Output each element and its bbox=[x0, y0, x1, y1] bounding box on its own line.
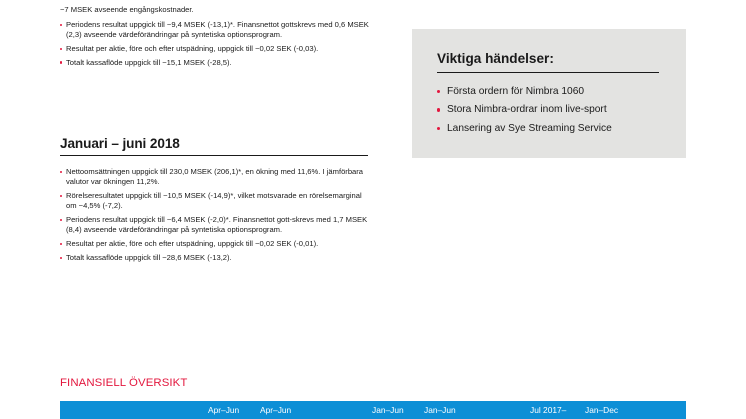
financial-overview-title: FINANSIELL ÖVERSIKT bbox=[60, 377, 188, 389]
column-header: Jan–Dec bbox=[585, 405, 619, 415]
list-item: Resultat per aktie, före och efter utspädning, uppgick till −0,02 SEK (-0,03). bbox=[60, 44, 372, 54]
list-item: Rörelseresultatet uppgick till −10,5 MSEK (-14,9)*, vilket motsvarade en rörelsemarginal om −4,5% (-7,2). bbox=[60, 191, 372, 212]
continued-bullet-text: −7 MSEK avseende engångskostnader. bbox=[60, 5, 194, 14]
list-item: Resultat per aktie, före och efter utspädning, uppgick till −0,02 SEK (-0,01). bbox=[60, 239, 372, 249]
key-events-box bbox=[412, 29, 686, 158]
column-header: Apr–Jun bbox=[208, 405, 240, 415]
q2-bullet-list bbox=[60, 20, 372, 72]
column-header: Apr–Jun bbox=[260, 405, 292, 415]
list-item: Totalt kassaflöde uppgick till −15,1 MSEK (-28,5). bbox=[60, 58, 372, 68]
list-item: Lansering av Sye Streaming Service bbox=[437, 122, 677, 135]
list-item: Stora Nimbra-ordrar inom live-sport bbox=[437, 103, 677, 116]
key-events-list bbox=[437, 85, 677, 140]
list-item: Nettoomsättningen uppgick till 230,0 MSEK (206,1)*, en ökning med 11,6%. I jämförbara valutor var ökningen 11,2%. bbox=[60, 167, 372, 188]
list-item: Periodens resultat uppgick till −9,4 MSEK (-13,1)*. Finansnettot gottskrevs med 0,6 MSEK (2,3) avseende värdeförändringar på syntetiska optionsprogram. bbox=[60, 20, 372, 41]
h1-bullet-list bbox=[60, 167, 372, 267]
column-header: Jan–Jun bbox=[372, 405, 404, 415]
column-header: Jan–Jun bbox=[424, 405, 456, 415]
list-item: Totalt kassaflöde uppgick till −28,6 MSEK (-13,2). bbox=[60, 253, 372, 263]
key-events-title: Viktiga händelser: bbox=[437, 51, 659, 73]
table-header-row bbox=[60, 401, 686, 419]
column-header: Jul 2017– bbox=[530, 405, 567, 415]
list-item: Första ordern för Nimbra 1060 bbox=[437, 85, 677, 98]
list-item: Periodens resultat uppgick till −6,4 MSEK (-2,0)*. Finansnettot gott-skrevs med 1,7 MSEK (8,4) avseende värdeförändringar på syntetiska optionsprogram. bbox=[60, 215, 372, 236]
section-heading: Januari – juni 2018 bbox=[60, 136, 368, 156]
